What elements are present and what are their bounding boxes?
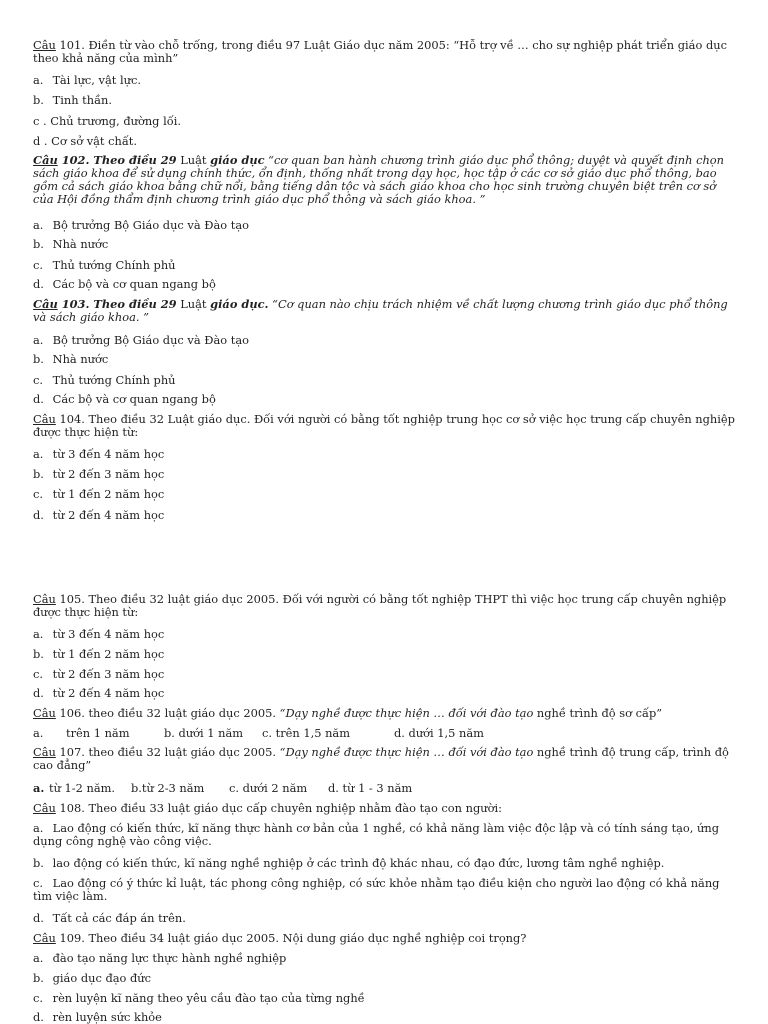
option-104-b: b. từ 2 đến 3 năm học [33,467,165,481]
option-102-d: d. Các bộ và cơ quan ngang bộ [33,277,216,291]
question-105: Câu 105. Theo điều 32 luật giáo dục 2005. Đối với người có bằng tốt nghiệp THPT thì việc học trung cấp chuyên nghiệp được thực hiện từ: [33,592,727,619]
option-103-b: b. Nhà nước [33,352,109,366]
option-102-c: c. Thủ tướng Chính phủ [33,258,176,272]
option-103-c: c. Thủ tướng Chính phủ [33,373,176,387]
option-101-c: c . Chủ trương, đường lối. [33,114,181,128]
option-102-a: a. Bộ trưởng Bộ Giáo dục và Đào tạo [33,218,249,232]
option-key: a. [33,726,44,740]
question-label: Câu [33,745,56,759]
option-b: b. dưới 1 năm [164,726,244,740]
question-text: 101. Điền từ vào chỗ trống, trong điều 97 Luật Giáo dục năm 2005: “Hỗ trợ về … cho sự nghiệp phát triển giáo dục theo khả năng của mình” [33,38,727,65]
option-101-b: b. Tinh thần. [33,93,113,107]
option-a: trên 1 năm [66,726,130,740]
option-109-b: b. giáo dục đạo đức [33,971,152,985]
option-109-a: a. đào tạo năng lực thực hành nghề nghiệp [33,951,287,965]
options-row-106 [33,727,736,741]
option-105-c: c. từ 2 đến 3 năm học [33,667,165,681]
question-label: Câu [33,592,56,606]
option-105-d: d. từ 2 đến 4 năm học [33,686,165,700]
option-104-d: d. từ 2 đến 4 năm học [33,508,165,522]
option-103-d: d. Các bộ và cơ quan ngang bộ [33,392,216,406]
question-label: Câu [33,706,56,720]
option-109-c: c. rèn luyện kĩ năng theo yêu cầu đào tạo của từng nghề [33,991,365,1005]
option-key: a. [33,781,45,795]
option-105-a: a. từ 3 đến 4 năm học [33,627,165,641]
question-label: Câu [33,801,56,815]
question-103: Câu 103. Theo điều 29 Luật giáo dục. “Cơ quan nào chịu trách nhiệm về chất lượng chương trình giáo dục phổ thông và sách giáo khoa. ” [33,297,728,324]
option-102-b: b. Nhà nước [33,237,109,251]
question-107: Câu 107. theo điều 32 luật giáo dục 2005. “Dạy nghề được thực hiện … đối với đào tạo nghề trình độ trung cấp, trình độ cao đẳng” [33,745,729,772]
question-106: Câu 106. theo điều 32 luật giáo dục 2005. “Dạy nghề được thực hiện … đối với đào tạo nghề trình độ sơ cấp” [33,706,663,720]
question-108: Câu 108. Theo điều 33 luật giáo dục cấp chuyên nghiệp nhằm đào tạo con người: [33,801,502,815]
option-d: d. từ 1 - 3 năm [328,781,413,795]
question-101 [33,39,736,65]
option-108-d: d. Tất cả các đáp án trên. [33,911,186,925]
option-108-c: c. Lao động có ý thức kỉ luật, tác phong công nghiệp, có sức khỏe nhằm tạo điều kiện cho người lao động có khả năng tìm việc làm. [33,876,720,903]
option-c: c. trên 1,5 năm [262,726,351,740]
option-d: d. dưới 1,5 năm [394,726,484,740]
option-103-a: a. Bộ trưởng Bộ Giáo dục và Đào tạo [33,333,249,347]
option-104-c: c. từ 1 đến 2 năm học [33,487,165,501]
question-label: Câu [33,153,58,167]
option-109-d: d. rèn luyện sức khỏe [33,1010,162,1024]
question-label: Câu [33,412,56,426]
option-108-b: b. lao động có kiến thức, kĩ năng nghề nghiệp ở các trình độ khác nhau, có đạo đức, lương tâm nghề nghiệp. [33,856,665,870]
option-b: b.từ 2-3 năm [131,781,205,795]
option-c: c. dưới 2 năm [229,781,308,795]
question-label: Câu [33,297,58,311]
option-108-a: a. Lao động có kiến thức, kĩ năng thực hành cơ bản của 1 nghề, có khả năng làm việc độc lập và có tính sáng tạo, ứng dụng công nghệ vào công việc. [33,821,719,848]
options-row-107 [33,782,736,796]
option-105-b: b. từ 1 đến 2 năm học [33,647,165,661]
question-label: Câu [33,931,56,945]
option-101-a: a. Tài lực, vật lực. [33,73,141,87]
question-label: Câu [33,38,56,52]
option-101-d: d . Cơ sở vật chất. [33,134,138,148]
question-109: Câu 109. Theo điều 34 luật giáo dục 2005. Nội dung giáo dục nghề nghiệp coi trọng? [33,931,527,945]
question-102: Câu 102. Theo điều 29 Luật giáo dục “cơ quan ban hành chương trình giáo dục phổ thông; duyệt và quyết định chọn sách giáo khoa để sử dụng chính thức, ổn định, thống nhất trong dạy học, học tập ở các cơ sở giáo dục phổ thông, bao gồm cả sách giáo khoa bằng chữ nổi, bằng tiếng dân tộc và sách giáo khoa cho học sinh trường chuyên biệt trên cơ sở của Hội đồng thẩm định chương trình giáo dục phổ thông và sách giáo khoa. ” [33,153,724,206]
question-104: Câu 104. Theo điều 32 Luật giáo dục. Đối với người có bằng tốt nghiệp trung học cơ sở việc học trung cấp chuyên nghiệp được thực hiện từ: [33,412,735,439]
option-104-a: a. từ 3 đến 4 năm học [33,447,165,461]
option-a: từ 1-2 năm. [49,781,116,795]
